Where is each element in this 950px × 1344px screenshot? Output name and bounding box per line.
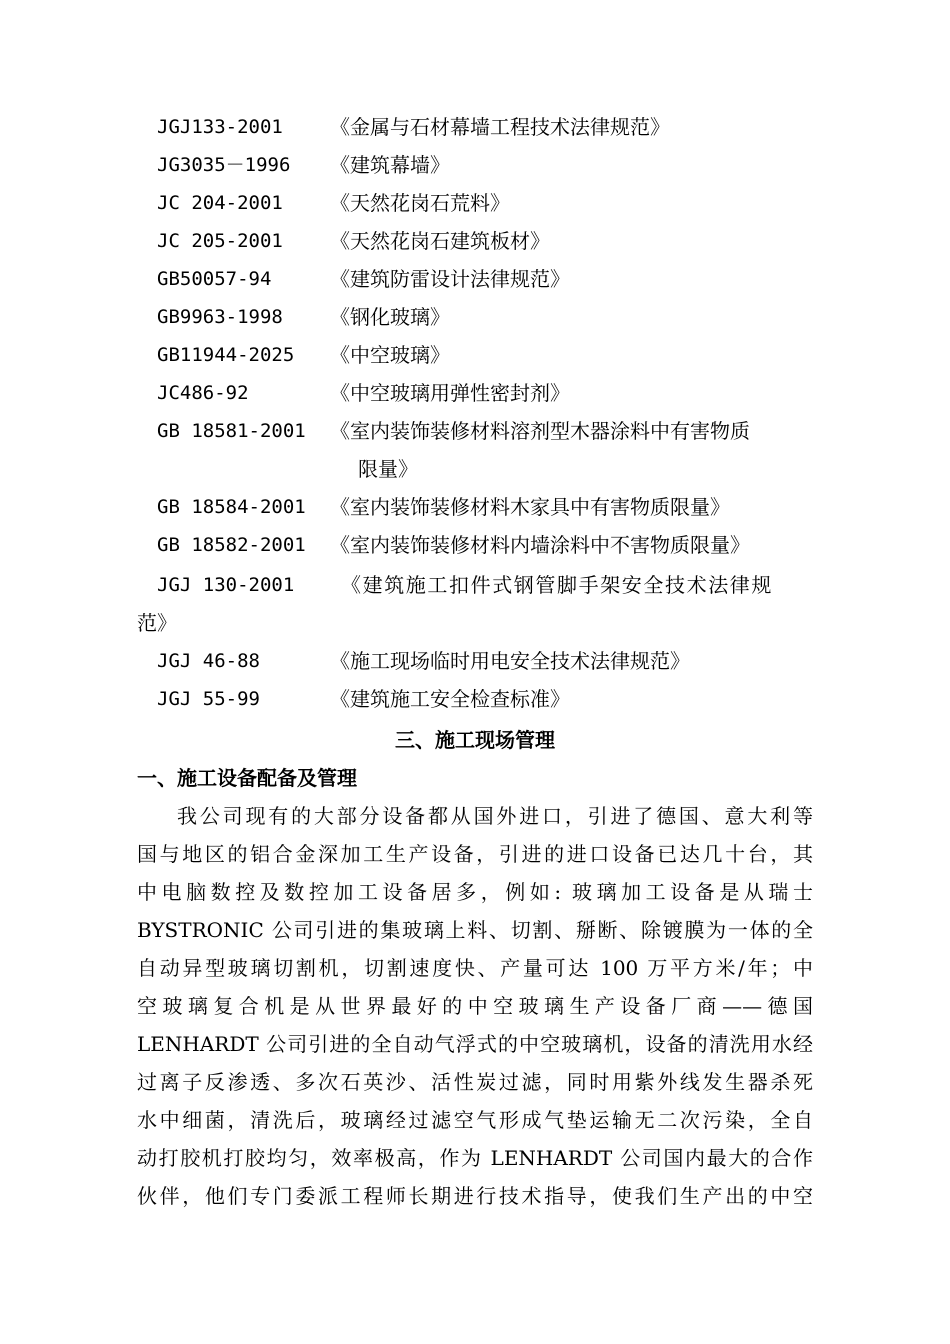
standard-title: 《室内装饰装修材料内墙涂料中不害物质限量》 [330, 533, 750, 557]
paragraph-line: 空玻璃复合机是从世界最好的中空玻璃生产设备厂商——德国 [137, 994, 813, 1018]
standard-title: 《天然花岗石荒料》 [330, 191, 510, 215]
standard-title: 《室内装饰装修材料溶剂型木器涂料中有害物质 [330, 419, 750, 443]
paragraph-line: 自动异型玻璃切割机，切割速度快、产量可达 100 万平方米/年；中 [137, 956, 813, 980]
standard-title: 《中空玻璃》 [330, 343, 450, 367]
standard-row [0, 642, 950, 680]
subsection-heading: 一、施工设备配备及管理 [137, 766, 357, 790]
standard-code: GB 18581-2001 [157, 420, 306, 442]
paragraph-line: 国与地区的铝合金深加工生产设备，引进的进口设备已达几十台，其 [137, 842, 813, 866]
standard-title: 《施工现场临时用电安全技术法律规范》 [330, 649, 690, 673]
standard-row [0, 108, 950, 146]
paragraph-line: 伙伴，他们专门委派工程师长期进行技术指导，使我们生产出的中空 [137, 1184, 813, 1208]
standard-code: JC 204-2001 [157, 192, 283, 214]
standard-code: GB50057-94 [157, 268, 272, 290]
standard-code: GB 18582-2001 [157, 534, 306, 556]
paragraph-line: 过离子反渗透、多次石英沙、活性炭过滤，同时用紫外线发生器杀死 [137, 1070, 813, 1094]
standard-code: JG3035－1996 [157, 154, 291, 176]
standard-row [0, 298, 950, 336]
paragraph-line: BYSTRONIC 公司引进的集玻璃上料、切割、掰断、除镀膜为一体的全 [137, 918, 813, 942]
standard-title: 《钢化玻璃》 [330, 305, 450, 329]
standard-row [0, 260, 950, 298]
standard-row [0, 412, 950, 450]
paragraph-line: 动打胶机打胶均匀，效率极高，作为 LENHARDT 公司国内最大的合作 [137, 1146, 813, 1170]
paragraph-line: 我公司现有的大部分设备都从国外进口，引进了德国、意大利等 [177, 804, 813, 828]
standard-code: JC 205-2001 [157, 230, 283, 252]
section-title: 三、施工现场管理 [395, 728, 555, 752]
standard-title: 《建筑施工扣件式钢管脚手架安全技术法律规 [341, 573, 773, 597]
paragraph-line: LENHARDT 公司引进的全自动气浮式的中空玻璃机，设备的清洗用水经 [137, 1032, 813, 1056]
standard-code: GB11944-2025 [157, 344, 295, 366]
standard-title: 《建筑施工安全检查标准》 [330, 687, 570, 711]
standard-row [0, 336, 950, 374]
standard-code: GB 18584-2001 [157, 496, 306, 518]
standard-title: 《建筑防雷设计法律规范》 [330, 267, 570, 291]
paragraph-line: 水中细菌，清洗后，玻璃经过滤空气形成气垫运输无二次污染，全自 [137, 1108, 813, 1132]
standard-code: JC486-92 [157, 382, 249, 404]
standard-title: 《金属与石材幕墙工程技术法律规范》 [330, 115, 670, 139]
paragraph-line: 中电脑数控及数控加工设备居多，例如: 玻璃加工设备是从瑞士 [137, 880, 813, 904]
standard-row [0, 374, 950, 412]
standard-title-continuation: 范》 [137, 611, 177, 635]
standard-row [0, 146, 950, 184]
standard-title: 《室内装饰装修材料木家具中有害物质限量》 [330, 495, 730, 519]
standard-code: JGJ 46-88 [157, 650, 260, 672]
standard-title: 《中空玻璃用弹性密封剂》 [330, 381, 570, 405]
standard-title: 《建筑幕墙》 [330, 153, 450, 177]
standard-title: 《天然花岗石建筑板材》 [330, 229, 550, 253]
standard-row [0, 184, 950, 222]
standard-title-continuation: 限量》 [358, 457, 418, 481]
standard-row [0, 488, 950, 526]
standard-code: GB9963-1998 [157, 306, 283, 328]
standard-row [0, 526, 950, 564]
standard-row [0, 566, 950, 604]
standard-code: JGJ 55-99 [157, 688, 260, 710]
standard-code: JGJ 130-2001 [157, 574, 295, 596]
standard-row [0, 222, 950, 260]
standard-code: JGJ133-2001 [157, 116, 283, 138]
standard-row [0, 680, 950, 718]
